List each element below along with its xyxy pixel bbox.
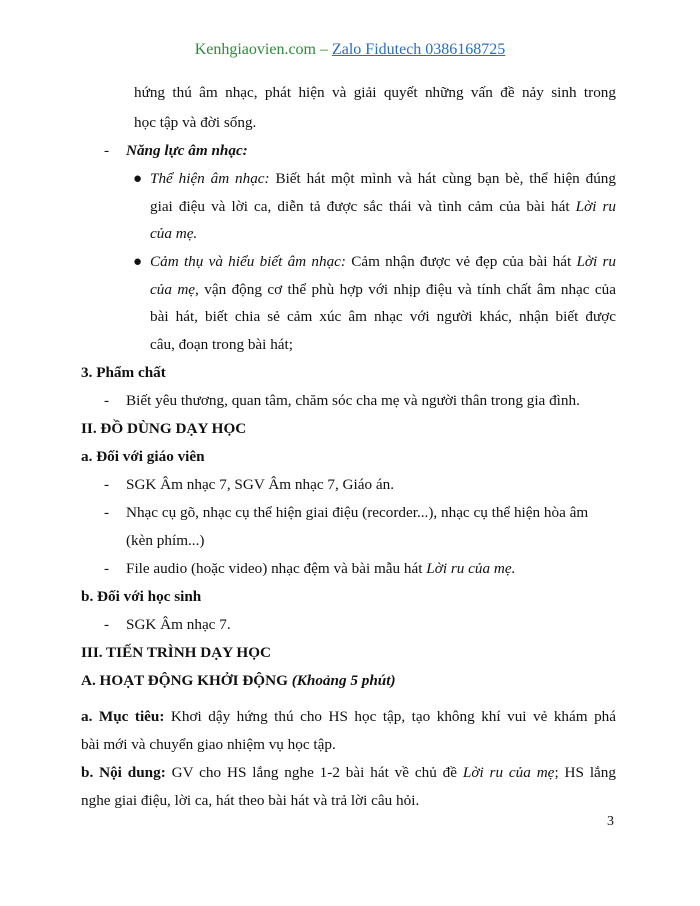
list-item: SGK Âm nhạc 7, SGV Âm nhạc 7, Giáo án. bbox=[126, 476, 394, 493]
bullet-text: Cảm nhận được vẻ đẹp của bài hát bbox=[345, 253, 577, 270]
dash-marker: - bbox=[104, 392, 110, 409]
dash-marker: - bbox=[104, 616, 110, 633]
heading-tien-trinh: III. TIẾN TRÌNH DẠY HỌC bbox=[81, 644, 272, 661]
song-title: của mẹ. bbox=[150, 225, 198, 242]
list-item: Biết yêu thương, quan tâm, chăm sóc cha mẹ và người thân trong gia đình. bbox=[126, 392, 580, 409]
dash-marker: - bbox=[104, 476, 110, 493]
bullet-icon: ● bbox=[133, 254, 143, 270]
bullet-label: Cảm thụ và hiểu biết âm nhạc: bbox=[150, 253, 346, 270]
list-item bbox=[126, 559, 515, 579]
song-title: Lời ru bbox=[575, 198, 616, 215]
noi-dung-label: b. Nội dung: bbox=[81, 764, 166, 781]
song-title: Lời ru của mẹ. bbox=[426, 560, 516, 577]
bullet-icon: ● bbox=[133, 171, 143, 187]
bullet-label: Thể hiện âm nhạc: bbox=[150, 170, 270, 187]
paragraph-line: hứng thú âm nhạc, phát hiện và giải quyết những vấn đề nảy sinh trong bbox=[134, 84, 616, 101]
noi-dung-text: ; HS lắng bbox=[554, 764, 616, 781]
list-item-text: File audio (hoặc video) nhạc đệm và bài mẫu hát bbox=[126, 560, 427, 577]
dash-marker: - bbox=[104, 560, 110, 577]
heading-pham-chat: 3. Phẩm chất bbox=[81, 364, 166, 381]
song-title: Lời ru bbox=[576, 253, 616, 270]
noi-dung-text: GV cho HS lắng nghe 1-2 bài hát về chủ đề bbox=[165, 764, 463, 781]
list-item: (kèn phím...) bbox=[126, 532, 205, 549]
paragraph-line bbox=[81, 763, 616, 783]
header-site-link[interactable]: Kenhgiaovien.com bbox=[194, 41, 316, 58]
paragraph-line bbox=[150, 197, 616, 217]
page-header bbox=[0, 40, 700, 60]
list-item: Nhạc cụ gõ, nhạc cụ thể hiện giai điệu (recorder...), nhạc cụ thể hiện hòa âm bbox=[126, 504, 589, 521]
header-contact-link[interactable]: Zalo Fidutech 0386168725 bbox=[331, 41, 506, 58]
paragraph-line: nghe giai điệu, lời ca, hát theo bài hát và trả lời câu hỏi. bbox=[81, 792, 420, 809]
paragraph-line: câu, đoạn trong bài hát; bbox=[150, 336, 293, 353]
bullet-text: giai điệu và lời ca, diễn tả được sắc thái và tình cảm của bài hát bbox=[150, 198, 576, 215]
paragraph-line bbox=[81, 707, 616, 727]
list-item: SGK Âm nhạc 7. bbox=[126, 616, 231, 633]
dash-marker: - bbox=[104, 142, 110, 159]
paragraph-line: bài mới và chuyển giao nhiệm vụ học tập. bbox=[81, 736, 336, 753]
heading-khoi-dong-time: (Khoảng 5 phút) bbox=[291, 672, 396, 689]
muc-tieu-text: Khơi dậy hứng thú cho HS học tập, tạo không khí vui vẻ khám phá bbox=[164, 708, 616, 725]
heading-khoi-dong-text: A. HOẠT ĐỘNG KHỞI ĐỘNG bbox=[81, 672, 292, 689]
section-subheading: Năng lực âm nhạc: bbox=[126, 142, 248, 159]
header-separator: – bbox=[315, 41, 332, 58]
song-title: của mẹ, bbox=[150, 281, 199, 298]
paragraph-line bbox=[150, 169, 616, 189]
heading-khoi-dong bbox=[81, 671, 396, 691]
muc-tieu-label: a. Mục tiêu: bbox=[81, 708, 165, 725]
song-title: Lời ru của mẹ bbox=[462, 764, 555, 781]
dash-marker: - bbox=[104, 504, 110, 521]
heading-giao-vien: a. Đối với giáo viên bbox=[81, 448, 205, 465]
bullet-text: Biết hát một mình và hát cùng bạn bè, thể hiện đúng bbox=[269, 170, 616, 187]
paragraph-line bbox=[150, 280, 616, 300]
heading-do-dung: II. ĐỒ DÙNG DẠY HỌC bbox=[81, 420, 247, 437]
paragraph-line bbox=[150, 252, 616, 272]
paragraph-line: bài hát, biết chia sẻ cảm xúc âm nhạc với người khác, nhận biết được bbox=[150, 308, 616, 325]
bullet-text: vận động cơ thể phù hợp với nhịp điệu và tính chất âm nhạc của bbox=[198, 281, 616, 298]
paragraph-line: học tập và đời sống. bbox=[134, 114, 257, 131]
page-number: 3 bbox=[607, 814, 614, 829]
heading-hoc-sinh: b. Đối với học sinh bbox=[81, 588, 202, 605]
